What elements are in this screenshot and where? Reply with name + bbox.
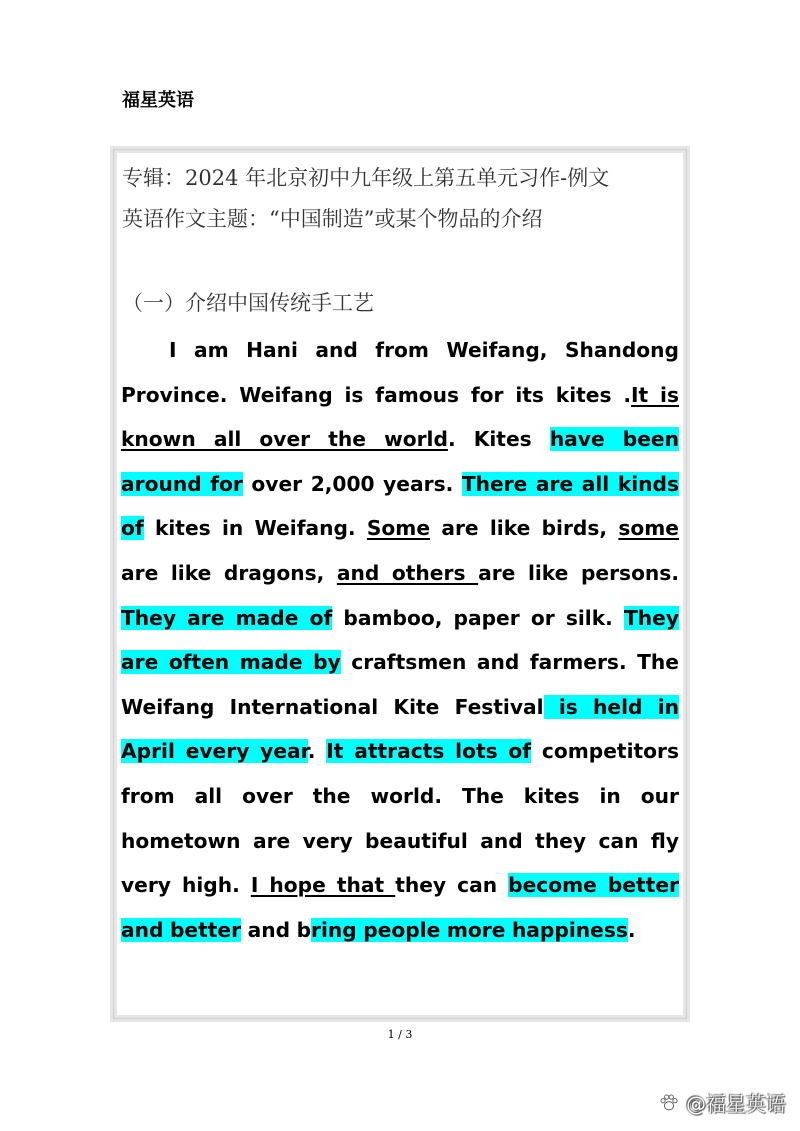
essay-text: are like birds, bbox=[430, 516, 619, 541]
highlighted-phrase: There are all kinds of bbox=[121, 471, 680, 541]
topic-line: 英语作文主题：“中国制造”或某个物品的介绍 bbox=[122, 207, 543, 231]
page-number: 1 / 3 bbox=[387, 1028, 413, 1041]
album-line: 专辑：2024 年北京初中九年级上第五单元习作-例文 bbox=[122, 166, 610, 190]
highlighted-phrase: is held in April every year bbox=[121, 694, 680, 764]
highlighted-phrase: They are made of bbox=[121, 605, 333, 630]
header-title: 福星英语 bbox=[122, 90, 194, 111]
essay-text: . bbox=[307, 739, 327, 764]
essay-text: are like dragons, bbox=[121, 560, 337, 585]
essay-text: they can bbox=[395, 873, 509, 898]
underlined-phrase: I hope that bbox=[250, 873, 396, 898]
highlighted-phrase: It attracts lots of bbox=[326, 739, 532, 764]
highlighted-phrase: have been around for bbox=[121, 427, 679, 496]
essay-text: are like persons. bbox=[478, 560, 679, 585]
watermark bbox=[658, 1088, 786, 1117]
essay-text: . bbox=[627, 917, 636, 942]
essay-text: over 2,000 years. bbox=[242, 471, 462, 496]
underlined-phrase: It is known all over the world bbox=[121, 382, 679, 452]
section-heading: （一）介绍中国传统手工艺 bbox=[122, 291, 374, 315]
paw-logo-icon bbox=[658, 1092, 680, 1114]
highlighted-phrase: They are often made by bbox=[121, 605, 679, 675]
essay-text: . Kites bbox=[447, 427, 550, 452]
essay-text: I am Hani and from Weifang, Shandong Province. Weifang is famous for its kites . bbox=[121, 338, 679, 407]
essay-paragraph bbox=[121, 328, 679, 952]
essay-text: kites in Weifang. bbox=[143, 516, 367, 541]
essay-text: and b bbox=[241, 917, 312, 942]
highlighted-phrase: ring people more happiness bbox=[311, 917, 628, 942]
essay-text: craftsmen and farmers. The Weifang International Kite Festival bbox=[121, 650, 679, 719]
watermark-text: @福星英语 bbox=[686, 1092, 786, 1116]
underlined-phrase: some bbox=[618, 516, 679, 541]
essay-text: bamboo, paper or silk. bbox=[332, 605, 624, 630]
underlined-phrase: and others bbox=[336, 560, 479, 585]
underlined-phrase: Some bbox=[366, 516, 431, 541]
highlighted-phrase: become better and better bbox=[121, 873, 680, 942]
essay-text: competitors from all over the world. The kites in our hometown are very beautiful and they can fly very high. bbox=[121, 739, 679, 898]
